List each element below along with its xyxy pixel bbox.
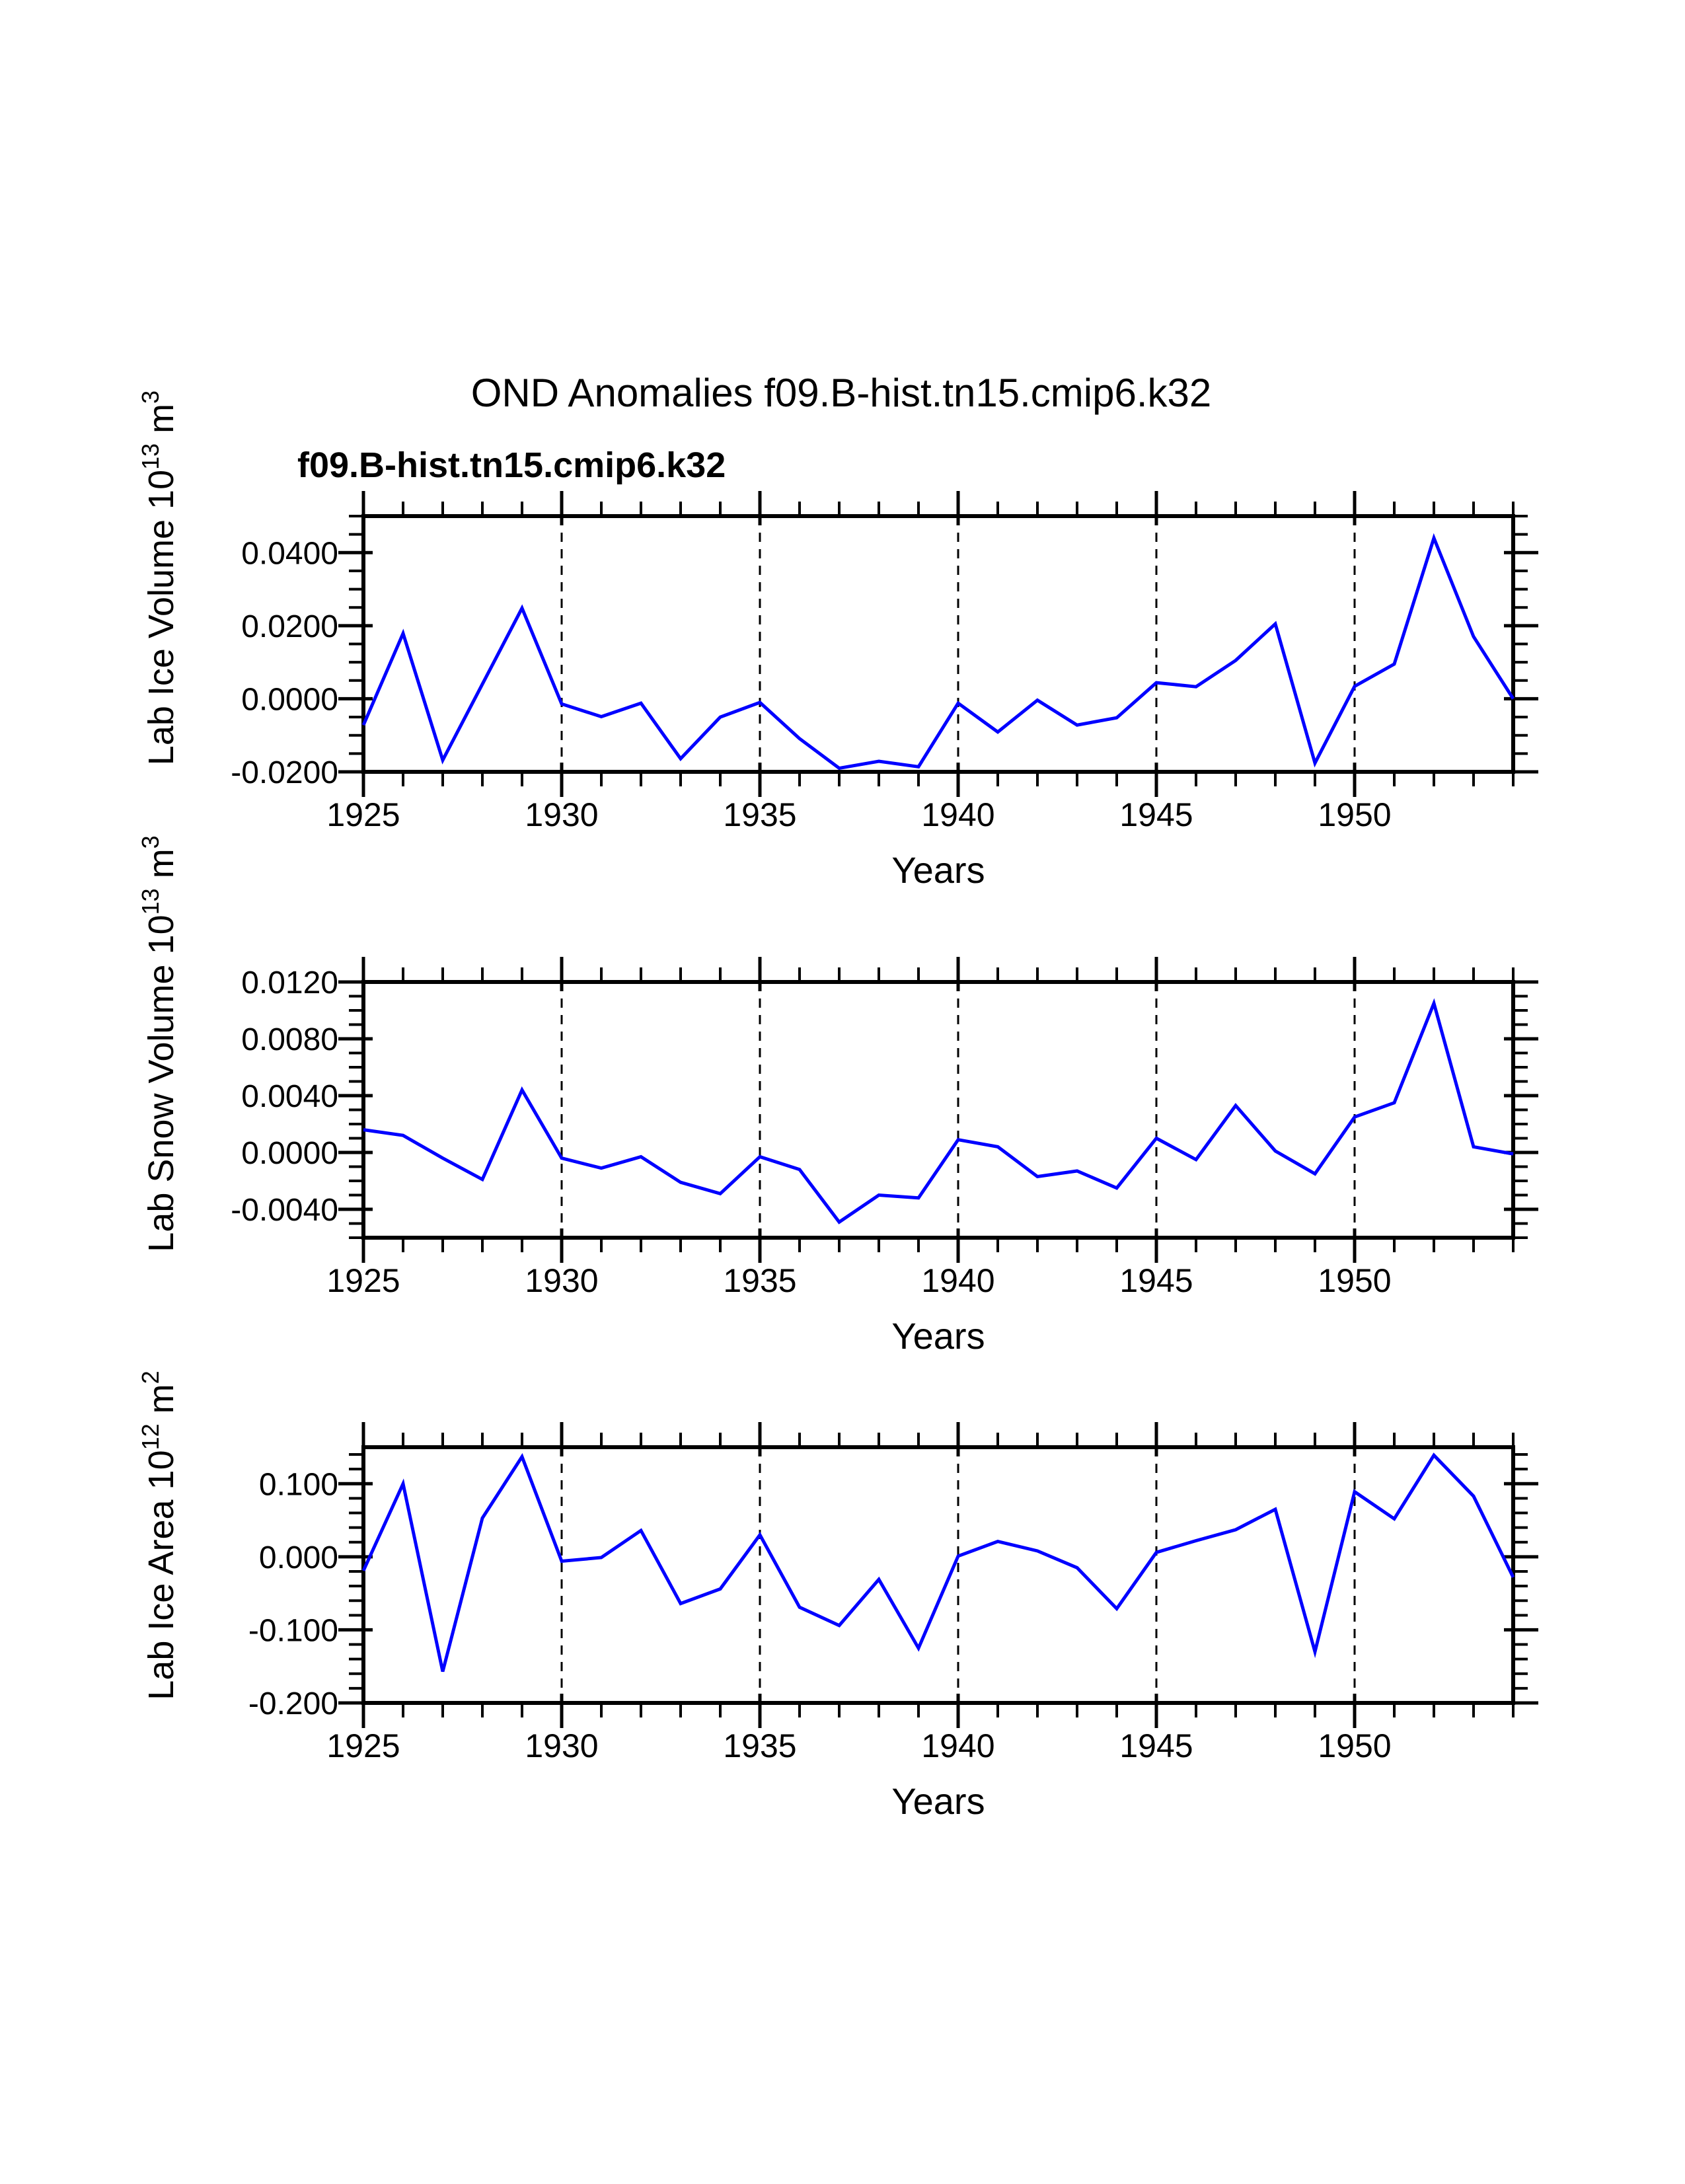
x-tick-label: 1950	[1318, 796, 1392, 833]
y-tick-label: 0.0400	[241, 536, 338, 572]
y-tick-label: -0.100	[248, 1613, 338, 1649]
chart-panel-lab-ice-area	[137, 1371, 1538, 1822]
x-axis-title: Years	[891, 1315, 985, 1357]
y-tick-label: 0.0080	[241, 1022, 338, 1057]
y-tick-label: 0.0040	[241, 1079, 338, 1114]
y-tick-label: 0.0120	[241, 965, 338, 1000]
plot-frame	[363, 982, 1513, 1238]
x-axis-title: Years	[891, 1780, 985, 1822]
x-tick-label: 1950	[1318, 1262, 1392, 1299]
x-tick-label: 1930	[525, 796, 599, 833]
y-tick-label: 0.0200	[241, 609, 338, 644]
y-axis-title: Lab Snow Volume $10^{13}$ $m^3$	[137, 835, 181, 1252]
x-tick-label: 1945	[1119, 1727, 1193, 1764]
legend-label: f09.B-hist.tn15.cmip6.k32	[297, 445, 726, 485]
x-axis-title: Years	[891, 849, 985, 891]
figure-title: OND Anomalies f09.B-hist.tn15.cmip6.k32	[470, 371, 1212, 415]
chart-panels	[137, 391, 1538, 1822]
x-tick-label: 1945	[1119, 1262, 1193, 1299]
x-tick-label: 1925	[326, 1262, 400, 1299]
y-tick-label: 0.000	[258, 1540, 338, 1575]
y-tick-label: -0.0040	[231, 1193, 338, 1228]
y-axis-title: Lab Ice Volume $10^{13}$ $m^3$	[137, 390, 181, 766]
x-tick-label: 1940	[921, 1262, 995, 1299]
x-tick-label: 1935	[723, 796, 797, 833]
plot-frame	[363, 1447, 1513, 1703]
x-tick-label: 1940	[921, 796, 995, 833]
x-tick-label: 1925	[326, 1727, 400, 1764]
x-tick-label: 1930	[525, 1727, 599, 1764]
x-tick-label: 1930	[525, 1262, 599, 1299]
y-tick-label: 0.0000	[241, 682, 338, 718]
x-tick-label: 1935	[723, 1262, 797, 1299]
y-tick-label: 0.0000	[241, 1136, 338, 1171]
chart-panel-lab-snow-volume	[137, 835, 1538, 1357]
x-tick-label: 1950	[1318, 1727, 1392, 1764]
x-tick-label: 1945	[1119, 796, 1193, 833]
x-tick-label: 1925	[326, 796, 400, 833]
x-tick-label: 1940	[921, 1727, 995, 1764]
y-tick-label: -0.0200	[231, 755, 338, 790]
series-line-lab-snow-volume	[363, 1003, 1513, 1222]
series-line-lab-ice-volume	[363, 538, 1513, 768]
x-tick-label: 1935	[723, 1727, 797, 1764]
y-axis-title: Lab Ice Area $10^{12}$ $m^2$	[137, 1371, 181, 1700]
y-tick-label: 0.100	[258, 1467, 338, 1503]
series-line-lab-ice-area	[363, 1455, 1513, 1671]
y-tick-label: -0.200	[248, 1686, 338, 1721]
